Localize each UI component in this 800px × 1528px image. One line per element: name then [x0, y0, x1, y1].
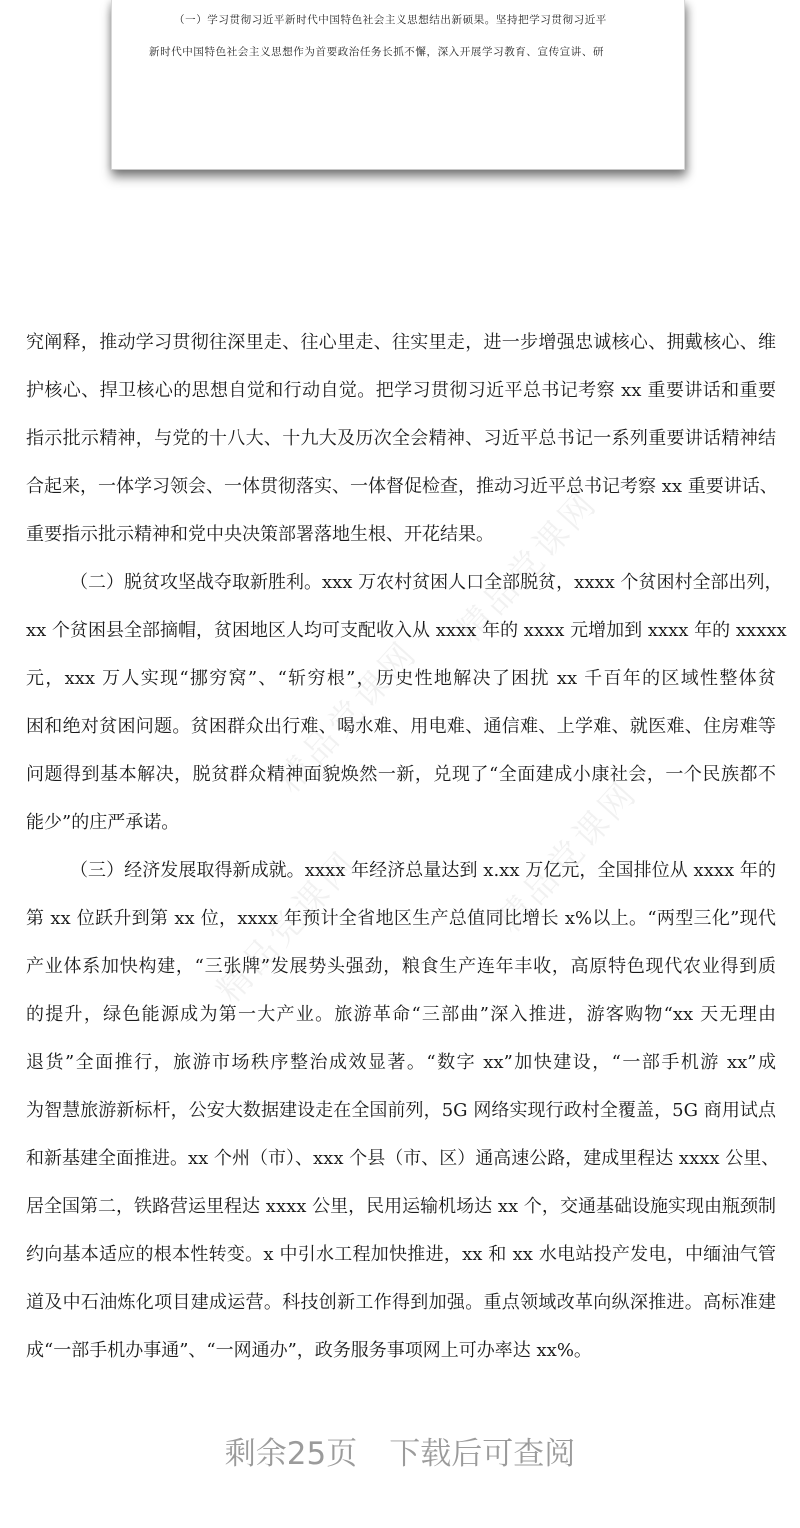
preview-text-line: （一）学习贯彻习近平新时代中国特色社会主义思想结出新硕果。坚持把学习贯彻习近平 — [174, 14, 607, 26]
preview-text-line: 新时代中国特色社会主义思想作为首要政治任务长抓不懈，深入开展学习教育、宣传宣讲、研 — [149, 46, 605, 58]
watermark: 精品党课网 — [489, 772, 647, 941]
watermark: 精品党课网 — [449, 482, 607, 651]
text-line: 元，xxx 万人实现“挪穷窝”、“斩穷根”，历史性地解决了困扰 xx 千百年的区域性整体贫 — [26, 668, 776, 689]
text-line: 究阐释，推动学习贯彻往深里走、往心里走、往实里走，进一步增强忠诚核心、拥戴核心、维 — [26, 332, 776, 353]
paragraph-1-continued — [26, 319, 776, 559]
text-line: 能少”的庄严承诺。 — [26, 812, 180, 833]
download-to-view-label: 下载后可查阅 — [389, 1436, 576, 1472]
text-line: 护核心、捍卫核心的思想自觉和行动自觉。把学习贯彻习近平总书记考察 xx 重要讲话和重要 — [26, 380, 776, 401]
text-line: 为智慧旅游新标杆，公安大数据建设走在全国前列，5G 网络实现行政村全覆盖，5G 商用试点 — [26, 1100, 776, 1121]
previous-page-preview — [111, 0, 685, 170]
watermark: 精品党课网 — [269, 632, 427, 801]
text-line: 产业体系加快构建，“三张牌”发展势头强劲，粮食生产连年丰收，高原特色现代农业得到质 — [26, 956, 776, 977]
text-line: 居全国第二，铁路营运里程达 xxxx 公里，民用运输机场达 xx 个，交通基础设施实现由瓶颈制 — [26, 1196, 776, 1217]
paragraph-2-poverty-alleviation — [26, 559, 787, 847]
text-line: 第 xx 位跃升到第 xx 位，xxxx 年预计全省地区生产总值同比增长 x%以上。“两型三化”现代 — [26, 908, 776, 929]
remaining-pages-label: 剩余25页 — [224, 1436, 358, 1472]
download-prompt[interactable] — [0, 1428, 800, 1473]
text-line: 退货”全面推行，旅游市场秩序整治成效显著。“数字 xx”加快建设，“一部手机游 xx”成 — [26, 1052, 776, 1073]
text-line: 道及中石油炼化项目建成运营。科技创新工作得到加强。重点领域改革向纵深推进。高标准建 — [26, 1292, 776, 1313]
text-line: xx 个贫困县全部摘帽，贫困地区人均可支配收入从 xxxx 年的 xxxx 元增加到 xxxx 年的 xxxxx — [26, 620, 787, 641]
text-line: 合起来，一体学习领会、一体贯彻落实、一体督促检查，推动习近平总书记考察 xx 重要讲话、 — [26, 476, 778, 497]
text-line: （二）脱贫攻坚战夺取新胜利。xxx 万农村贫困人口全部脱贫，xxxx 个贫困村全部出列， — [70, 572, 783, 593]
text-line: （三）经济发展取得新成就。xxxx 年经济总量达到 x.xx 万亿元，全国排位从 xxxx 年的 — [70, 860, 776, 881]
watermark: 精品党课网 — [209, 842, 367, 1011]
text-line: 和新基建全面推进。xx 个州（市）、xxx 个县（市、区）通高速公路，建成里程达 xxxx 公里、 — [26, 1148, 780, 1169]
text-line: 成“一部手机办事通”、“一网通办”，政务服务事项网上可办率达 xx%。 — [26, 1340, 592, 1361]
text-line: 的提升，绿色能源成为第一大产业。旅游革命“三部曲”深入推进，游客购物“xx 天无理由 — [26, 1004, 776, 1025]
text-line: 约向基本适应的根本性转变。x 中引水工程加快推进，xx 和 xx 水电站投产发电，中缅油气管 — [26, 1244, 776, 1265]
text-line: 困和绝对贫困问题。贫困群众出行难、喝水难、用电难、通信难、上学难、就医难、住房难等 — [26, 716, 776, 737]
text-line: 问题得到基本解决，脱贫群众精神面貌焕然一新，兑现了“全面建成小康社会，一个民族都不 — [26, 764, 776, 785]
paragraph-3-economic-development — [26, 847, 780, 1375]
text-line: 指示批示精神，与党的十八大、十九大及历次全会精神、习近平总书记一系列重要讲话精神结 — [26, 428, 776, 449]
document-body — [26, 319, 787, 1375]
text-line: 重要指示批示精神和党中央决策部署落地生根、开花结果。 — [26, 524, 494, 545]
